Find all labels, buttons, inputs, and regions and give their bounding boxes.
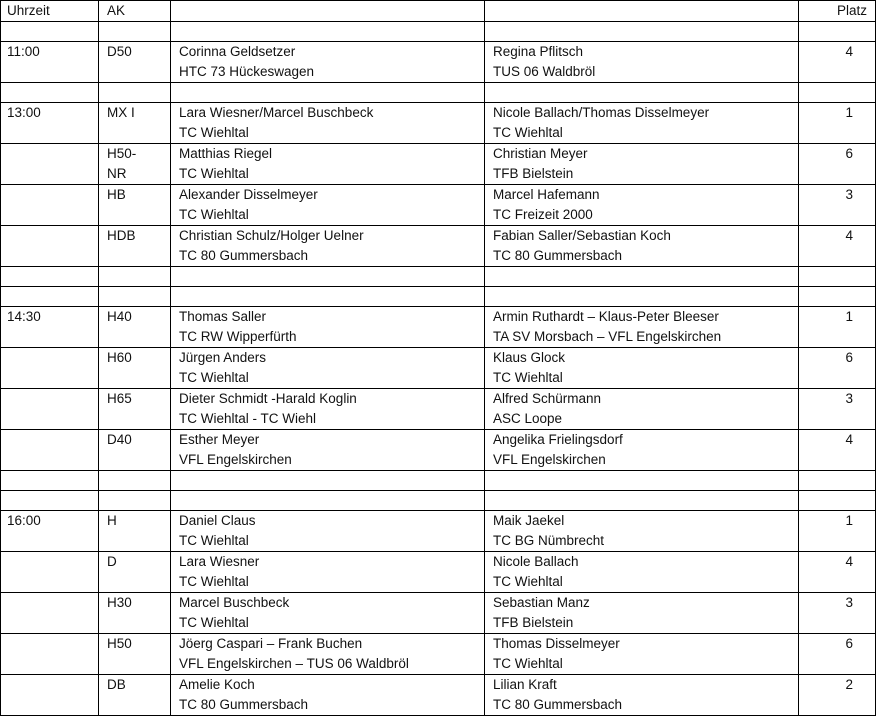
time-cell <box>1 185 99 226</box>
group-label: DB <box>107 677 126 692</box>
match-row <box>1 42 876 83</box>
player1-line: Dieter Schmidt -Harald Koglin <box>179 391 357 406</box>
empty-cell <box>99 83 171 103</box>
header-group: AK <box>99 1 171 22</box>
player1-line: TC Wiehltal <box>179 166 249 181</box>
player1-line: TC 80 Gummersbach <box>179 248 309 263</box>
spacer-row <box>1 471 876 491</box>
match-row <box>1 185 876 226</box>
player1-cell <box>171 42 485 83</box>
header-court: Platz <box>799 1 876 22</box>
player2-line: TFB Bielstein <box>493 615 574 630</box>
court-cell: 3 <box>799 593 876 634</box>
player2-cell <box>485 389 799 430</box>
player1-cell <box>171 430 485 471</box>
header-player2 <box>485 1 799 22</box>
time-cell: 14:30 <box>1 307 99 348</box>
empty-cell <box>485 491 799 511</box>
empty-cell <box>171 267 485 287</box>
player2-line: TUS 06 Waldbröl <box>493 64 596 79</box>
player2-line: ASC Loope <box>493 411 563 426</box>
time-cell <box>1 144 99 185</box>
player2-line: TA SV Morsbach – VFL Engelskirchen <box>493 329 722 344</box>
player1-line: TC 80 Gummersbach <box>179 697 309 712</box>
court-cell: 1 <box>799 511 876 552</box>
player1-line: VFL Engelskirchen – TUS 06 Waldbröl <box>179 656 409 671</box>
player2-cell <box>485 634 799 675</box>
player2-cell <box>485 348 799 389</box>
empty-cell <box>171 287 485 307</box>
player1-line: Esther Meyer <box>179 432 260 447</box>
header-row <box>1 1 876 22</box>
player1-line: TC Wiehltal <box>179 370 249 385</box>
empty-cell <box>799 287 876 307</box>
empty-cell <box>171 491 485 511</box>
player1-line: Corinna Geldsetzer <box>179 44 296 59</box>
time-cell: 16:00 <box>1 511 99 552</box>
player1-line: TC Wiehltal <box>179 615 249 630</box>
player2-line: Marcel Hafemann <box>493 187 600 202</box>
group-cell <box>99 348 171 389</box>
empty-cell <box>485 83 799 103</box>
empty-cell <box>171 471 485 491</box>
group-label: H65 <box>107 391 132 406</box>
header-time: Uhrzeit <box>1 1 99 22</box>
group-cell <box>99 552 171 593</box>
group-cell <box>99 675 171 716</box>
empty-cell <box>1 287 99 307</box>
group-label: HB <box>107 187 126 202</box>
player1-cell <box>171 552 485 593</box>
player2-line: Nicole Ballach <box>493 554 579 569</box>
court-cell: 1 <box>799 307 876 348</box>
group-label: NR <box>107 166 127 181</box>
player1-line: TC Wiehltal - TC Wiehl <box>179 411 317 426</box>
court-cell: 4 <box>799 430 876 471</box>
empty-cell <box>799 471 876 491</box>
time-cell <box>1 348 99 389</box>
group-cell <box>99 430 171 471</box>
court-cell: 4 <box>799 226 876 267</box>
court-cell: 1 <box>799 103 876 144</box>
group-label: D <box>107 554 117 569</box>
player1-line: Lara Wiesner/Marcel Buschbeck <box>179 105 374 120</box>
player1-line: TC Wiehltal <box>179 533 249 548</box>
player2-cell <box>485 185 799 226</box>
player1-cell <box>171 307 485 348</box>
group-cell <box>99 144 171 185</box>
match-row <box>1 144 876 185</box>
group-cell <box>99 103 171 144</box>
empty-cell <box>99 491 171 511</box>
time-cell: 11:00 <box>1 42 99 83</box>
empty-cell <box>799 491 876 511</box>
group-cell <box>99 226 171 267</box>
empty-cell <box>171 22 485 42</box>
player1-cell <box>171 511 485 552</box>
player1-line: Christian Schulz/Holger Uelner <box>179 228 364 243</box>
player1-line: Lara Wiesner <box>179 554 260 569</box>
group-cell <box>99 185 171 226</box>
group-cell <box>99 593 171 634</box>
player2-line: Maik Jaekel <box>493 513 565 528</box>
player2-line: TC 80 Gummersbach <box>493 248 623 263</box>
player1-line: TC Wiehltal <box>179 207 249 222</box>
empty-cell <box>99 267 171 287</box>
group-label: H50 <box>107 636 132 651</box>
spacer-row <box>1 83 876 103</box>
empty-cell <box>1 22 99 42</box>
schedule-body <box>1 22 876 716</box>
player2-line: Fabian Saller/Sebastian Koch <box>493 228 671 243</box>
player2-line: TC Freizeit 2000 <box>493 207 593 222</box>
player1-line: Daniel Claus <box>179 513 256 528</box>
empty-cell <box>799 22 876 42</box>
empty-cell <box>485 22 799 42</box>
match-row <box>1 226 876 267</box>
empty-cell <box>485 287 799 307</box>
court-cell: 6 <box>799 634 876 675</box>
empty-cell <box>99 22 171 42</box>
empty-cell <box>485 471 799 491</box>
player2-cell <box>485 552 799 593</box>
header-player1 <box>171 1 485 22</box>
group-label: H50- <box>107 146 137 161</box>
group-label: HDB <box>107 228 136 243</box>
group-cell <box>99 307 171 348</box>
player2-line: TC Wiehltal <box>493 656 563 671</box>
spacer-row <box>1 491 876 511</box>
player2-line: TC Wiehltal <box>493 370 563 385</box>
player1-line: VFL Engelskirchen <box>179 452 292 467</box>
time-cell <box>1 675 99 716</box>
player2-line: Armin Ruthardt – Klaus-Peter Bleeser <box>493 309 719 324</box>
player2-line: Christian Meyer <box>493 146 588 161</box>
player1-line: Thomas Saller <box>179 309 267 324</box>
group-label: H60 <box>107 350 132 365</box>
time-cell <box>1 593 99 634</box>
court-cell: 6 <box>799 348 876 389</box>
player1-line: TC Wiehltal <box>179 125 249 140</box>
player2-line: Lilian Kraft <box>493 677 557 692</box>
group-cell <box>99 511 171 552</box>
court-cell: 3 <box>799 389 876 430</box>
player1-line: Jöerg Caspari – Frank Buchen <box>179 636 363 651</box>
player1-cell <box>171 144 485 185</box>
time-cell <box>1 430 99 471</box>
player1-line: Marcel Buschbeck <box>179 595 290 610</box>
player2-line: VFL Engelskirchen <box>493 452 606 467</box>
group-label: MX I <box>107 105 135 120</box>
player1-line: Matthias Riegel <box>179 146 273 161</box>
player2-line: TC Wiehltal <box>493 574 563 589</box>
group-label: H40 <box>107 309 132 324</box>
match-row <box>1 389 876 430</box>
player1-line: Amelie Koch <box>179 677 255 692</box>
empty-cell <box>799 267 876 287</box>
group-label: D40 <box>107 432 132 447</box>
player1-cell <box>171 103 485 144</box>
player1-cell <box>171 593 485 634</box>
court-cell: 4 <box>799 42 876 83</box>
player2-line: TC BG Nümbrecht <box>493 533 605 548</box>
player2-cell <box>485 42 799 83</box>
court-cell: 2 <box>799 675 876 716</box>
player1-line: TC RW Wipperfürth <box>179 329 297 344</box>
match-row <box>1 103 876 144</box>
player2-line: TC 80 Gummersbach <box>493 697 623 712</box>
player2-cell <box>485 307 799 348</box>
match-row <box>1 552 876 593</box>
group-cell <box>99 634 171 675</box>
player2-line: Alfred Schürmann <box>493 391 602 406</box>
group-cell <box>99 389 171 430</box>
player2-cell <box>485 511 799 552</box>
match-row <box>1 634 876 675</box>
match-row <box>1 675 876 716</box>
player1-cell <box>171 634 485 675</box>
time-cell <box>1 552 99 593</box>
player1-cell <box>171 675 485 716</box>
player1-cell <box>171 348 485 389</box>
court-cell: 4 <box>799 552 876 593</box>
spacer-row <box>1 267 876 287</box>
player2-line: Nicole Ballach/Thomas Disselmeyer <box>493 105 710 120</box>
player2-line: Thomas Disselmeyer <box>493 636 620 651</box>
player2-cell <box>485 430 799 471</box>
spacer-row <box>1 22 876 42</box>
player1-line: TC Wiehltal <box>179 574 249 589</box>
empty-cell <box>99 287 171 307</box>
player1-cell <box>171 226 485 267</box>
match-row <box>1 348 876 389</box>
player2-line: Sebastian Manz <box>493 595 590 610</box>
match-row <box>1 593 876 634</box>
player2-cell <box>485 675 799 716</box>
player2-line: TC Wiehltal <box>493 125 563 140</box>
group-label: H30 <box>107 595 132 610</box>
player2-line: TFB Bielstein <box>493 166 574 181</box>
court-cell: 6 <box>799 144 876 185</box>
empty-cell <box>1 491 99 511</box>
empty-cell <box>1 267 99 287</box>
player2-cell <box>485 593 799 634</box>
match-row <box>1 307 876 348</box>
court-cell: 3 <box>799 185 876 226</box>
player1-cell <box>171 389 485 430</box>
spacer-row <box>1 287 876 307</box>
player1-line: Jürgen Anders <box>179 350 267 365</box>
group-label: H <box>107 513 117 528</box>
empty-cell <box>1 83 99 103</box>
player2-line: Klaus Glock <box>493 350 566 365</box>
empty-cell <box>99 471 171 491</box>
empty-cell <box>1 471 99 491</box>
empty-cell <box>799 83 876 103</box>
player2-line: Regina Pflitsch <box>493 44 584 59</box>
group-cell <box>99 42 171 83</box>
empty-cell <box>171 83 485 103</box>
player2-cell <box>485 103 799 144</box>
time-cell <box>1 634 99 675</box>
player2-line: Angelika Frielingsdorf <box>493 432 623 447</box>
player2-cell <box>485 226 799 267</box>
player1-line: HTC 73 Hückeswagen <box>179 64 315 79</box>
match-row <box>1 430 876 471</box>
empty-cell <box>485 267 799 287</box>
group-label: D50 <box>107 44 132 59</box>
player1-cell <box>171 185 485 226</box>
match-row <box>1 511 876 552</box>
time-cell <box>1 226 99 267</box>
player1-line: Alexander Disselmeyer <box>179 187 318 202</box>
player2-cell <box>485 144 799 185</box>
time-cell: 13:00 <box>1 103 99 144</box>
time-cell <box>1 389 99 430</box>
